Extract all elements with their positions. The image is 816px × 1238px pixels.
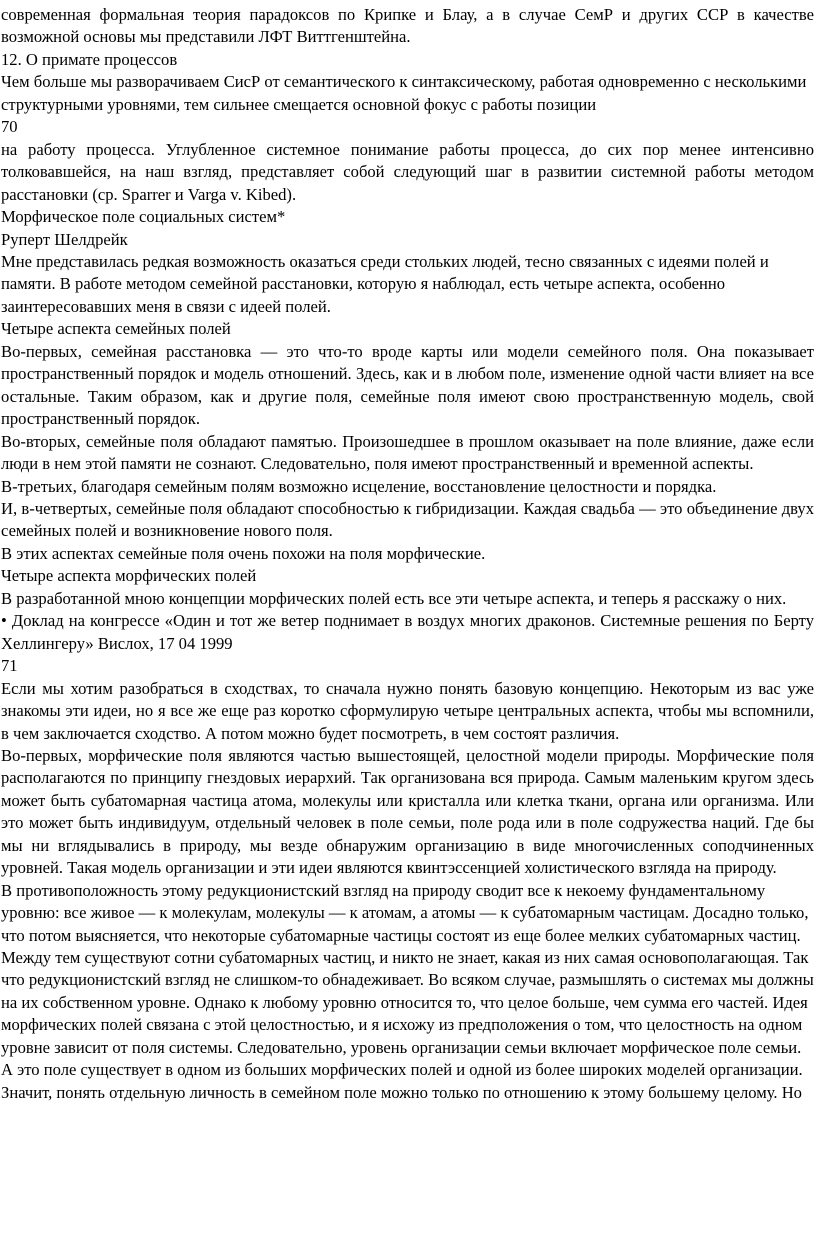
paragraph-third-aspect: В-третьих, благодаря семейным полям возможно исцеление, восстановление целостности и порядка. bbox=[1, 476, 717, 496]
heading-morphic-fields-aspects: Четыре аспекта морфических полей bbox=[1, 566, 257, 586]
paragraph-opportunity: Мне представилась редкая возможность оказаться среди стольких людей, тесно связанных с идеями полей и памяти. В работе методом семейной расстановки, которую я наблюдал, есть четыре аспекта, особенно заинтересовавших меня в связи с идеей полей. bbox=[1, 251, 769, 316]
section-heading-process-primacy: 12. О примате процессов bbox=[1, 49, 178, 69]
paragraph-concept-intro: В разработанной мною концепции морфических полей есть все эти четыре аспекта, и теперь я расскажу о них. bbox=[1, 588, 787, 608]
paragraph-first-aspect: Во-первых, семейная расстановка — это что-то вроде карты или модели семейного поля. Она показывает пространственный порядок и модель отношений. Здесь, как и в любом поле, изменение одной части влияет на все остальные. Таким образом, как и другие поля, семейные поля имеют свою пространственную модель, свой пространственный порядок. bbox=[1, 341, 814, 429]
paragraph-base-concept: Если мы хотим разобраться в сходствах, то сначала нужно понять базовую концепцию. Некоторым из вас уже знакомы эти идеи, но я все же еще раз коротко сформулирую четыре центральных аспекта, чтобы мы вспомнили, в чем заключается сходство. А потом можно будет посмотреть, в чем состоят различия. bbox=[1, 678, 814, 743]
paragraph-process-focus: Чем больше мы разворачиваем СисР от семантического к синтаксическому, работая одновременно с несколькими структурными уровнями, тем сильнее смещается основной фокус с работы позиции bbox=[1, 72, 807, 114]
paragraph-intro-continuation: современная формальная теория парадоксов по Крипке и Блау, а в случае СемР и других ССР в качестве возможной основы мы представили ЛФТ Виттгенштейна. bbox=[1, 5, 814, 47]
article-author: Руперт Шелдрейк bbox=[1, 229, 128, 249]
paragraph-reductionism: В противоположность этому редукционистский взгляд на природу сводит все к некоему фундаментальному уровню: все живое — к молекулам, молекулы — к атомам, а атомы — к субатомарным частицам. Досадно только, что потом выясняется, что некоторые субатомарные частицы состоят из еще более мелких субатомарных частиц. Между тем существуют сотни субатомарных частиц, и никто не знает, какая из них самая основополагающая. Так что редукционистский взгляд не слишком-то обнадеживает. Во всяком случае, размышлять о системах мы должны на их собственном уровне. Однако к любому уровню относится то, что целое больше, чем сумма его частей. Идея морфических полей связана с этой целостностью, и я исхожу из предположения о том, что целостность на одном уровне зависит от поля системы. Следовательно, уровень организации семьи включает морфическое поле семьи. А это поле существует в одном из больших морфических полей и одной из более широких моделей организации. Значит, понять отдельную личность в семейном поле можно только по отношению к этому большему целому. Но bbox=[1, 880, 814, 1102]
footnote-congress: • Доклад на конгрессе «Один и тот же ветер поднимает в воздух многих драконов. Системные решения по Берту Хеллингеру» Вислох, 17 04 1999 bbox=[1, 611, 814, 653]
paragraph-fourth-aspect: И, в-четвертых, семейные поля обладают способностью к гибридизации. Каждая свадьба — это объединение двух семейных полей и возникновение нового поля. bbox=[1, 498, 814, 541]
paragraph-similarity: В этих аспектах семейные поля очень похожи на поля морфические. bbox=[1, 543, 486, 563]
heading-family-fields-aspects: Четыре аспекта семейных полей bbox=[1, 319, 231, 339]
page-number-71: 71 bbox=[1, 656, 18, 676]
paragraph-nested-hierarchies: Во-первых, морфические поля являются частью вышестоящей, целостной модели природы. Морфические поля располагаются по принципу гнездовых иерархий. Так организована вся природа. Самым маленьким кругом здесь может быть субатомарная частица атома, молекулы или кристалла или клетка ткани, органа или организма. Или это может быть индивидуум, отдельный человек в поле семьи, поле рода или в поле содружества наций. Где бы мы ни вглядывались в природу, мы везде обнаружим организацию в виде многочисленных соподчиненных уровней. Такая модель организации и эти идеи являются квинтэссенцией холистического взгляда на природу. bbox=[1, 745, 814, 878]
article-title-morphic-field: Морфическое поле социальных систем* bbox=[1, 207, 286, 227]
paragraph-process-understanding: на работу процесса. Углубленное системное понимание работы процесса, до сих пор менее интенсивно толковавшейся, на наш взгляд, представляет собой следующий шаг в развитии системной работы методом расстановки (ср. Sparrer и Varga v. Kibed). bbox=[1, 139, 814, 204]
paragraph-second-aspect: Во-вторых, семейные поля обладают памятью. Произошедшее в прошлом оказывает на поле влияние, даже если люди в нем этой памяти не сознают. Следовательно, поля имеют пространственный и временной аспекты. bbox=[1, 431, 814, 474]
page-number-70: 70 bbox=[1, 117, 18, 137]
